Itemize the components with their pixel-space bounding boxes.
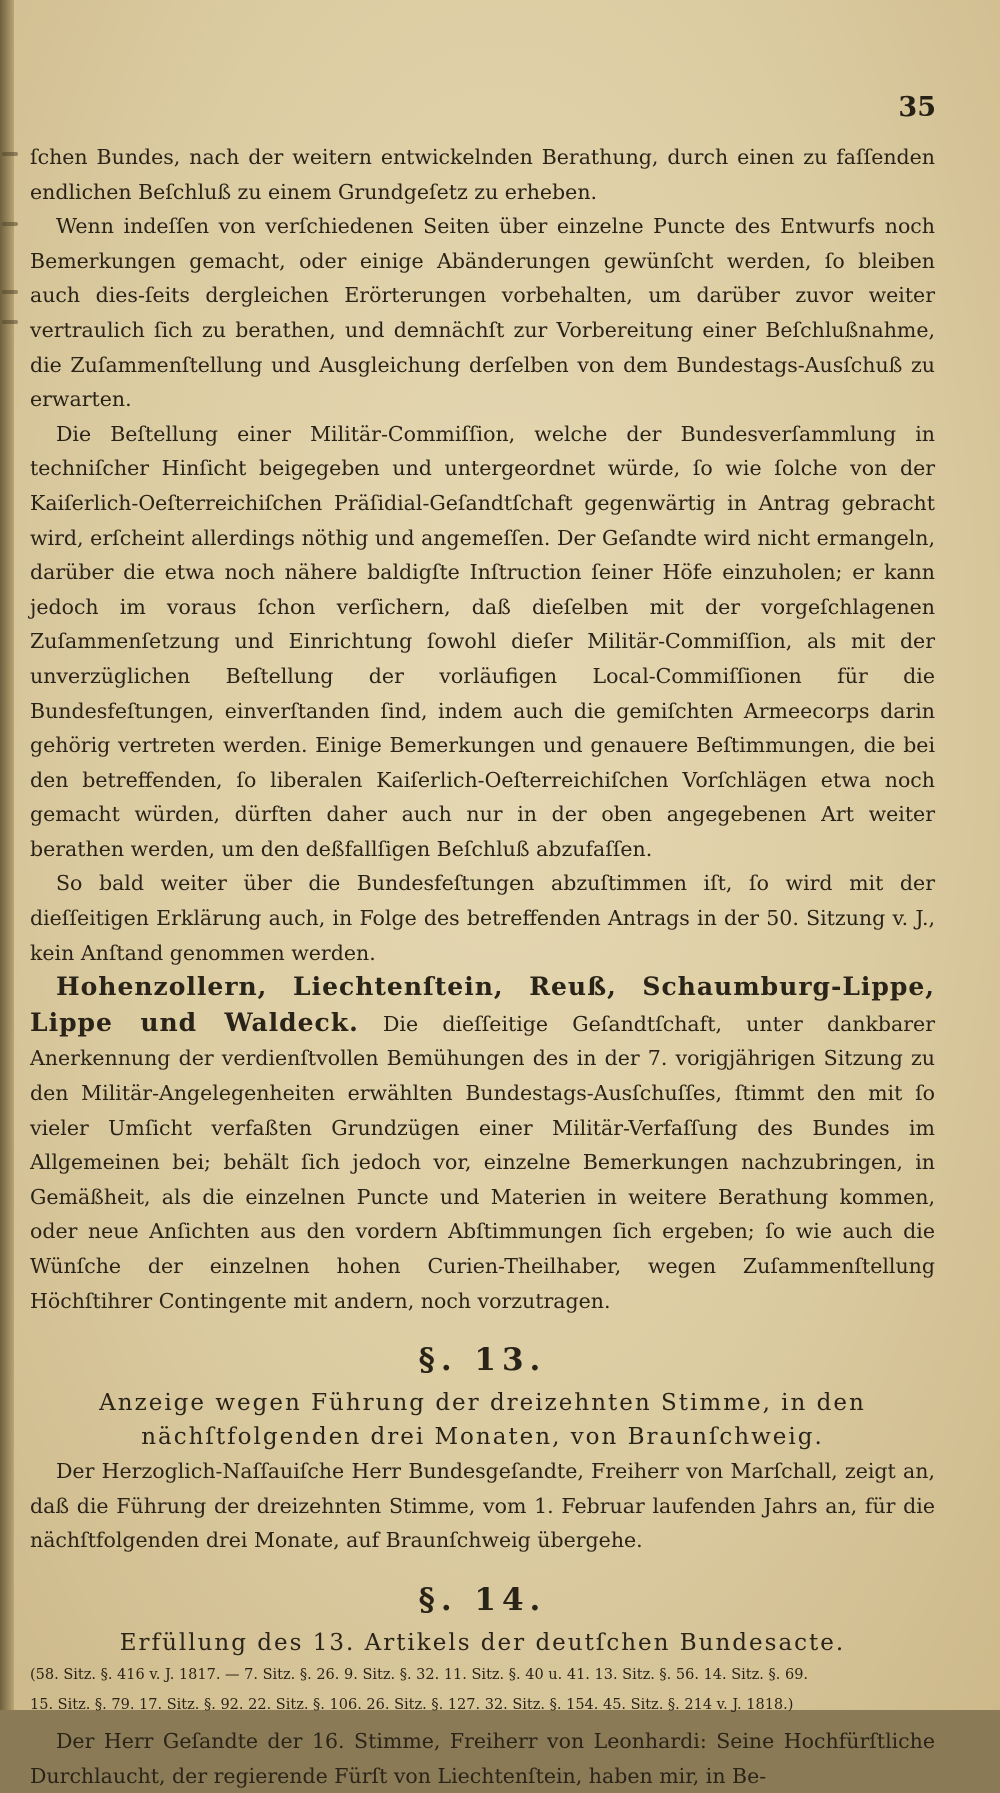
margin-mark [2, 320, 18, 324]
states-text: Die dieſſeitige Geſandtſchaft, unter dankbarer Anerkennung der verdienſtvollen Bemühungen des in der 7. vorigjährigen Sitzung zu den Militär-Angelegenheiten erwählten Bundestags-Ausſchuſſes, ſtimmt den mit ſo vieler Umſicht verfaßten Grundzügen einer Militär-Verfaſſung des Bundes im Allgemeinen bei; behält ſich jedoch vor, einzelne Bemerkungen nachzubringen, in Gemäßheit, als die einzelnen Puncte und Materien in weitere Berathung kommen, oder neue Anſichten aus den vordern Abſtimmungen ſich ergeben; ſo wie auch die Wünſche der einzelnen hohen Curien-Theilhaber, wegen Zuſammenſtellung Höchſtihrer Contingente mit andern, noch vorzutragen. [30, 1011, 935, 1313]
page-body [30, 140, 935, 1793]
section-14-references-line-1: (58. Sitz. §. 416 v. J. 1817. — 7. Sitz. §. 26. 9. Sitz. §. 32. 11. Sitz. §. 40 u. 41. 13. Sitz. §. 56. 14. Sitz. §. 69. [30, 1666, 809, 1683]
margin-mark [2, 222, 18, 226]
margin-mark [2, 290, 18, 294]
paragraph-continuation: ſchen Bundes, nach der weitern entwickelnden Berathung, durch einen zu faſſenden endlichen Beſchluß zu einem Grundgeſetz zu erheben. [30, 145, 935, 204]
section-14-number: §. 14. [418, 1581, 547, 1618]
page-number: 35 [898, 92, 936, 123]
section-14-references-line-2: 15. Sitz. §. 79. 17. Sitz. §. 92. 22. Sitz. §. 106. 26. Sitz. §. 127. 32. Sitz. §. 154. 45. Sitz. §. 214 v. J. 1818.) [30, 1696, 794, 1713]
section-13-text: Der Herzoglich-Naſſauiſche Herr Bundesgeſandte, Freiherr von Marſchall, zeigt an, daß die Führung der dreizehnten Stimme, vom 1. Februar laufenden Jahrs an, für die nächſtfolgenden drei Monate, auf Braunſchweig übergehe. [30, 1459, 935, 1553]
section-13-title: Anzeige wegen Führung der dreizehnten Stimme, in den nächſtfolgenden drei Monaten, von Braunſchweig. [99, 1390, 866, 1451]
section-14-text: Der Herr Geſandte der 16. Stimme, Freiherr von Leonhardi: Seine Hochfürſtliche Durchlaucht, der regierende Fürſt von Liechtenſtein, haben mir, in Be- [30, 1728, 935, 1788]
paragraph-military-commission: Die Beſtellung einer Militär-Commiſſion, welche der Bundesverſammlung in techniſcher Hinſicht beigegeben und untergeordnet würde, ſo wie ſolche von der Kaiſerlich-Oeſterreichiſchen Präſidial-Geſandtſchaft gegenwärtig in Antrag gebracht wird, erſcheint allerdings nöthig und angemeſſen. Der Geſandte wird nicht ermangeln, darüber die etwa noch nähere baldigſte Inſtruction ſeiner Höfe einzuholen; er kann jedoch im voraus ſchon verſichern, daß dieſelben mit der vorgeſchlagenen Zuſammenſetzung und Einrichtung ſowohl dieſer Militär-Commiſſion, als mit der unverzüglichen Beſtellung der vorläufigen Local-Commiſſionen für die Bundesfeſtungen, einverſtanden ſind, indem auch die gemiſchten Armeecorps darin gehörig vertreten werden. Einige Bemerkungen und genauere Beſtimmungen, die bei den betreffenden, ſo liberalen Kaiſerlich-Oeſterreichiſchen Vorſchlägen etwa noch gemacht würden, dürften daher auch nur in der oben angegebenen Art weiter berathen werden, um den deßfallſigen Beſchluß abzufaſſen. [30, 421, 935, 861]
section-14-title: Erfüllung des 13. Artikels der deutſchen Bundesacte. [119, 1629, 846, 1656]
paragraph-amendments: Wenn indeſſen von verſchiedenen Seiten über einzelne Puncte des Entwurfs noch Bemerkungen gemacht, oder einige Abänderungen gewünſcht werden, ſo bleiben auch dies-ſeits dergleichen Erörterungen vorbehalten, um darüber zuvor weiter vertraulich ſich zu berathen, und demnächſt zur Vorbereitung einer Beſchlußnahme, die Zuſammenſtellung und Ausgleichung derſelben von dem Bundestags-Ausſchuß zu erwarten. [30, 214, 935, 412]
section-13-number: §. 13. [418, 1342, 547, 1379]
paragraph-states-vote [30, 970, 935, 1318]
page-binding-edge [0, 0, 14, 1710]
paragraph-fortresses: So bald weiter über die Bundesfeſtungen abzuſtimmen iſt, ſo wird mit der dieſſeitigen Erklärung auch, in Folge des betreffenden Antrags in der 50. Sitzung v. J., kein Anſtand genommen werden. [30, 871, 935, 965]
margin-mark [2, 152, 18, 156]
states-lead: Hohenzollern, Liechtenſtein, Reuß, Schaumburg-Lippe, Lippe und Waldeck. [30, 972, 935, 1037]
